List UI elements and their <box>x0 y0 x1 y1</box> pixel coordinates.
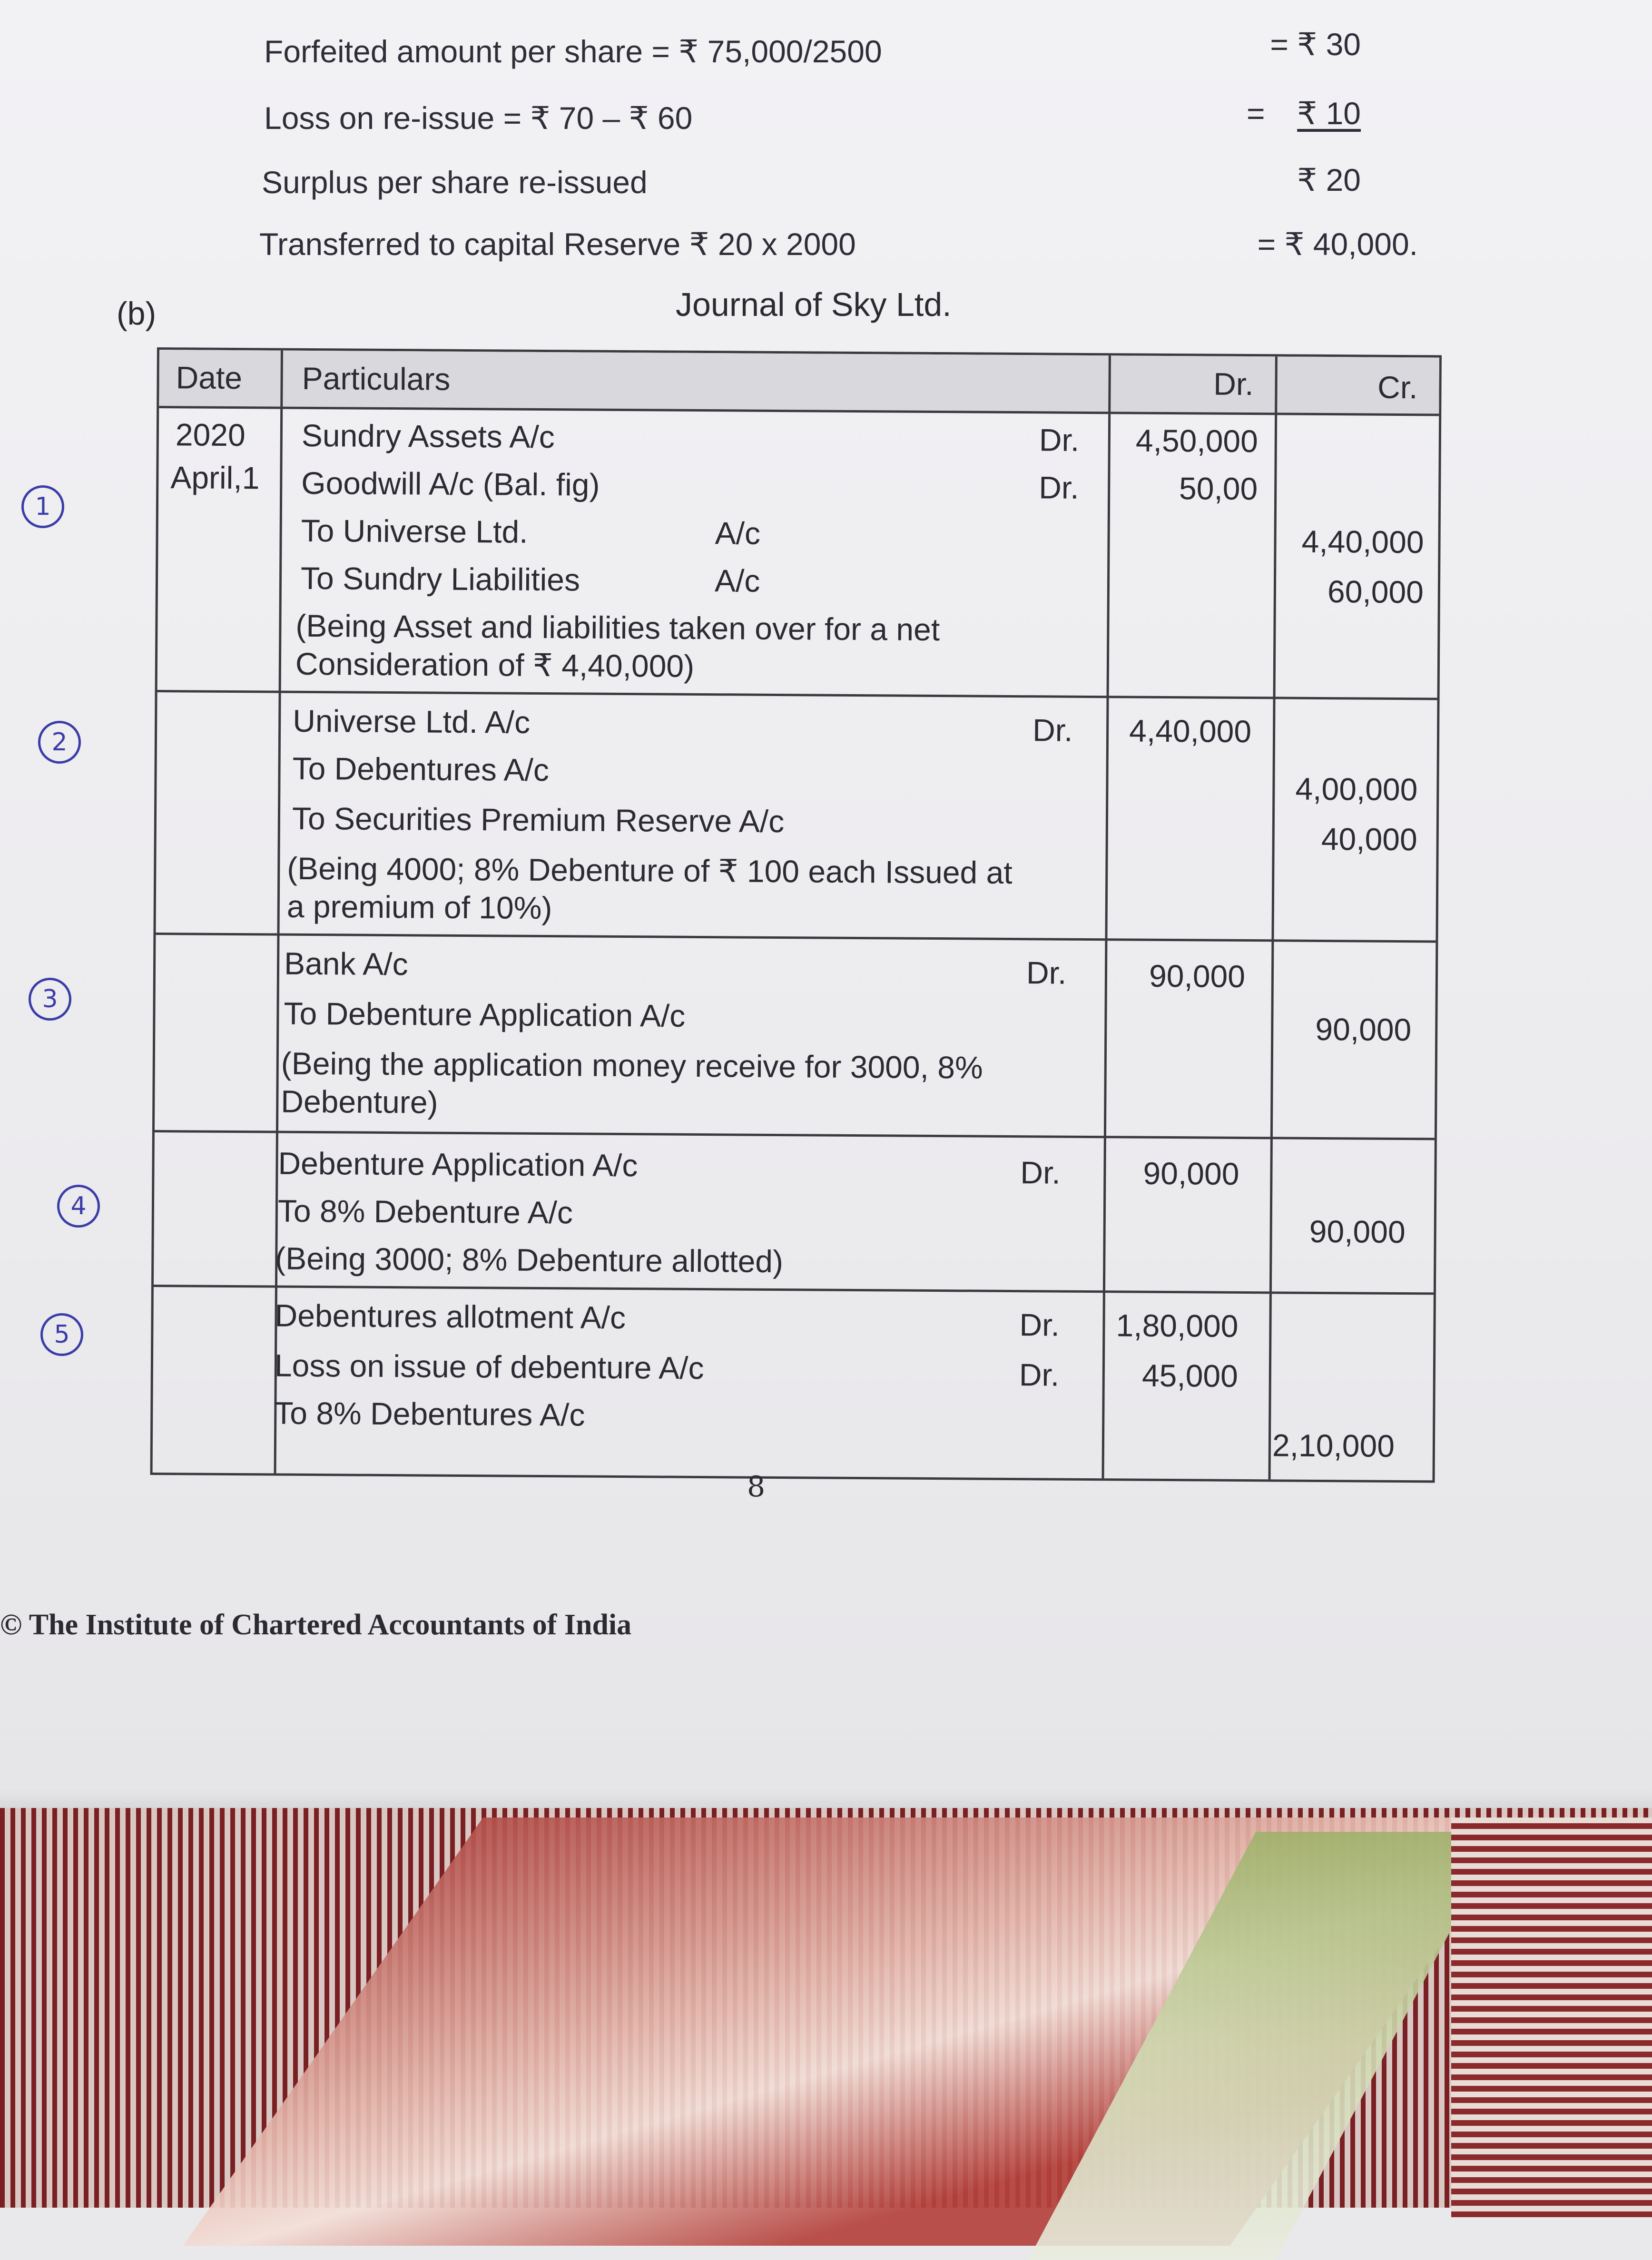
entry-1-line-4-ac: A/c <box>714 563 760 599</box>
entry-2-line-1-dr-mark: Dr. <box>1032 712 1073 748</box>
entry-4-line-1: Debenture Application A/c <box>278 1145 638 1183</box>
calc-label-2: Loss on re-issue = ₹ 70 – ₹ 60 <box>264 100 693 136</box>
entry-3-line-1: Bank A/c <box>284 945 408 982</box>
calc-value-2: ₹ 10 <box>1297 96 1361 131</box>
entry-3-line-2: To Debenture Application A/c <box>284 995 686 1033</box>
journal-title: Journal of Sky Ltd. <box>676 286 952 323</box>
entry-1-line-2: Goodwill A/c (Bal. fig) <box>301 465 600 502</box>
margin-mark-2: 2 <box>38 721 81 764</box>
calc-label-3: Surplus per share re-issued <box>262 165 648 200</box>
calc-label-1: Forfeited amount per share = ₹ 75,000/2500 <box>264 34 882 69</box>
calc-label-4: Transferred to capital Reserve ₹ 20 x 2000 <box>259 226 856 262</box>
entry-1-line-4-cr: 60,000 <box>1327 574 1424 610</box>
calc-value-3: ₹ 20 <box>1297 162 1361 197</box>
entry-2-line-1: Universe Ltd. A/c <box>292 703 531 740</box>
row-divider-4 <box>154 1285 1434 1295</box>
entry-5-line-3-cr: 2,10,000 <box>1272 1427 1395 1464</box>
fabric-band-stripes <box>1451 1818 1652 2217</box>
date-day: April,1 <box>170 460 260 496</box>
entry-1-line-2-dr-mark: Dr. <box>1039 470 1079 505</box>
entry-1-line-3-cr: 4,40,000 <box>1301 523 1424 560</box>
entry-3-narration-2: Debenture) <box>281 1083 438 1120</box>
entry-1-line-4: To Sundry Liabilities <box>300 560 580 598</box>
entry-1-line-3: To Universe Ltd. <box>301 512 528 550</box>
entry-4-line-2-cr: 90,000 <box>1309 1213 1406 1250</box>
entry-1-line-2-dr: 50,00 <box>1179 471 1258 507</box>
header-cr: Cr. <box>1377 369 1418 405</box>
entry-4-line-1-dr: 90,000 <box>1143 1155 1239 1191</box>
entry-3-narration-1: (Being the application money receive for 3000, 8% <box>281 1045 983 1085</box>
header-date: Date <box>176 360 243 396</box>
entry-3-line-1-dr-mark: Dr. <box>1026 955 1067 991</box>
entry-1-line-1-dr-mark: Dr. <box>1039 422 1080 458</box>
entry-5-line-2-dr: 45,000 <box>1141 1357 1239 1394</box>
entry-1-narration-2: Consideration of ₹ 4,40,000) <box>295 646 695 684</box>
footer-copyright: © The Institute of Chartered Accountants of India <box>0 1609 632 1641</box>
entry-1-line-1: Sundry Assets A/c <box>301 417 555 455</box>
part-label: (b) <box>117 295 157 332</box>
row-divider-1 <box>157 690 1437 700</box>
entry-2-narration-2: a premium of 10%) <box>286 888 552 926</box>
calc-eq-2: = <box>1247 96 1265 131</box>
entry-5-line-2: Loss on issue of debenture A/c <box>274 1347 704 1386</box>
row-divider-3 <box>155 1130 1435 1140</box>
entry-2-line-1-dr: 4,40,000 <box>1129 713 1252 749</box>
entry-2-line-3: To Securities Premium Reserve A/c <box>292 800 785 839</box>
calc-value-1: = ₹ 30 <box>1270 27 1361 62</box>
journal-table <box>150 347 1442 1483</box>
entry-1-narration-1: (Being Asset and liabilities taken over for a net <box>295 608 940 648</box>
entry-2-line-2-cr: 4,00,000 <box>1295 771 1418 807</box>
entry-1-line-1-dr: 4,50,000 <box>1135 423 1259 459</box>
header-dr: Dr. <box>1213 366 1254 402</box>
entry-5-line-3: To 8% Debentures A/c <box>274 1395 585 1433</box>
entry-5-line-1-dr: 1,80,000 <box>1116 1307 1239 1344</box>
margin-mark-5: 5 <box>40 1313 83 1356</box>
entry-5-line-1-dr-mark: Dr. <box>1019 1307 1060 1343</box>
entry-4-line-2: To 8% Debenture A/c <box>277 1193 573 1230</box>
date-year: 2020 <box>175 417 246 453</box>
entry-2-line-3-cr: 40,000 <box>1321 821 1417 857</box>
header-particulars: Particulars <box>302 360 451 397</box>
entry-3-line-2-cr: 90,000 <box>1315 1011 1412 1048</box>
entry-1-line-3-ac: A/c <box>715 515 761 551</box>
margin-mark-4: 4 <box>57 1185 100 1228</box>
entry-2-line-2: To Debentures A/c <box>292 750 550 788</box>
entry-2-narration-1: (Being 4000; 8% Debenture of ₹ 100 each Issued at <box>287 850 1013 891</box>
entry-4-narration-1: (Being 3000; 8% Debenture allotted) <box>275 1240 784 1279</box>
col-divider-dr <box>1268 356 1278 1479</box>
entry-3-line-1-dr: 90,000 <box>1149 958 1246 994</box>
margin-mark-3: 3 <box>29 978 71 1021</box>
row-divider-2 <box>156 933 1436 943</box>
page-number: 8 <box>747 1470 766 1503</box>
entry-5-line-2-dr-mark: Dr. <box>1019 1357 1060 1393</box>
calc-value-4: = ₹ 40,000. <box>1257 226 1418 262</box>
entry-4-line-1-dr-mark: Dr. <box>1020 1155 1061 1190</box>
entry-5-line-1: Debentures allotment A/c <box>275 1297 626 1336</box>
margin-mark-1: 1 <box>21 485 64 528</box>
